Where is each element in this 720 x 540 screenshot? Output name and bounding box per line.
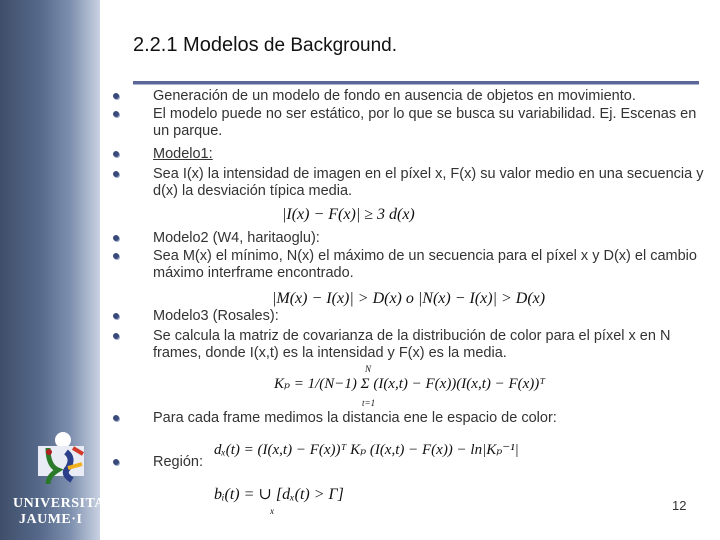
- bullet-icon: [113, 313, 119, 319]
- bullet-icon: [113, 333, 119, 339]
- bullet-icon: [113, 459, 119, 465]
- bullet-icon: [113, 111, 119, 117]
- formula-distance: dₓ(t) = (I(x,t) − F(x))ᵀ Kₚ (I(x,t) − F(x)) − ln|Kₚ⁻¹|: [214, 442, 519, 458]
- formula-region: bᵢ(t) = ∪ [dₓ(t) > Γ]: [214, 486, 344, 503]
- bullet-icon: [113, 151, 119, 157]
- bullet-icon: [113, 415, 119, 421]
- bullet-icon: [113, 253, 119, 259]
- bullet-icon: [113, 171, 119, 177]
- bullet-icon: [113, 93, 119, 99]
- formula-sum-lower: t=1: [362, 398, 376, 408]
- formula-union-subscript: x: [270, 506, 274, 516]
- university-logo: [18, 430, 98, 490]
- bullet-icon: [113, 235, 119, 241]
- formula-model2: |M(x) − I(x)| > D(x) o |N(x) − I(x)| > D(x): [272, 290, 546, 307]
- formula-covariance: Kₚ = 1/(N−1) Σ (I(x,t) − F(x))(I(x,t) − F(x))ᵀ: [274, 376, 546, 392]
- university-name: UNIVERSITAT JAUME·I: [13, 496, 114, 527]
- slide-title: 2.2.1 Modelos de Background.: [133, 34, 398, 56]
- title-divider: [133, 81, 699, 85]
- page-number: 12: [672, 498, 687, 513]
- formula-model1: |I(x) − F(x)| ≥ 3 d(x): [282, 206, 415, 223]
- formula-sum-upper: N: [365, 364, 372, 374]
